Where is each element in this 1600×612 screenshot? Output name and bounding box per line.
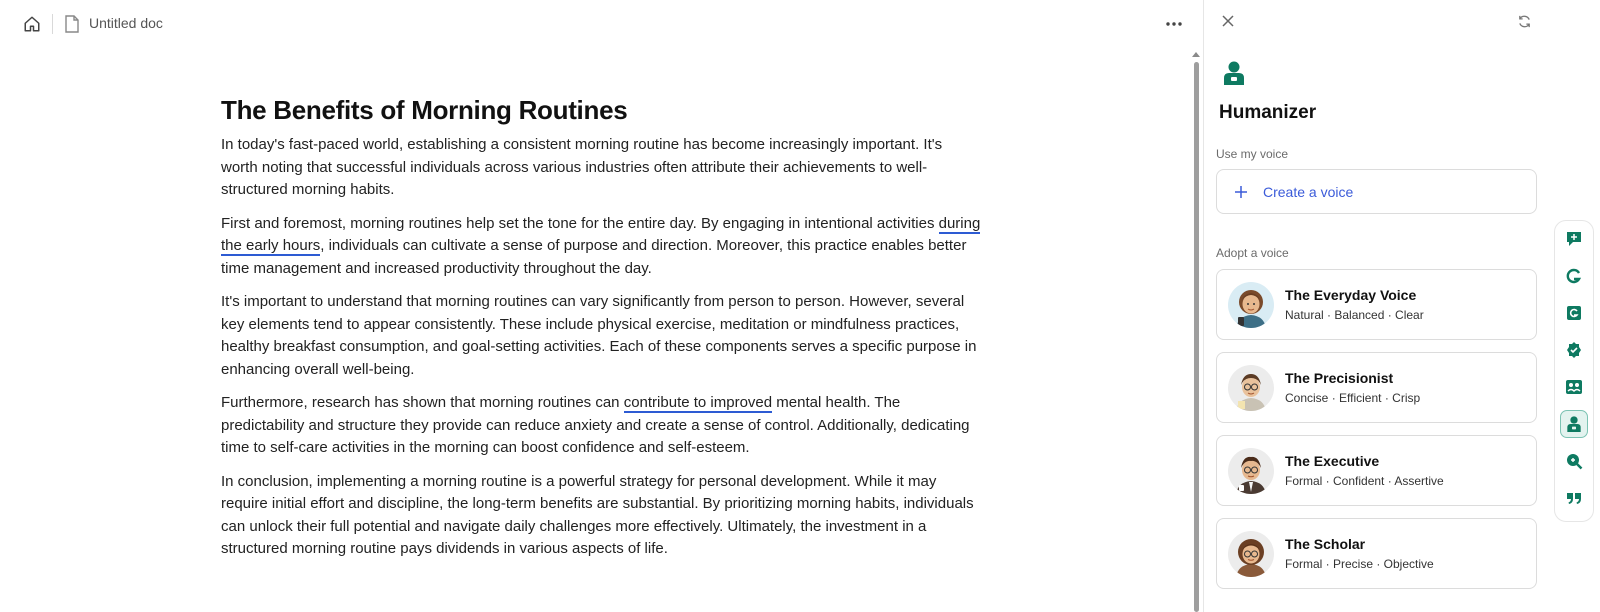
create-voice-label: Create a voice (1263, 183, 1354, 200)
top-bar (0, 0, 1190, 46)
voice-tags: Formal · Confident · Assertive (1285, 474, 1444, 488)
humanizer-tool-icon[interactable] (1560, 410, 1588, 438)
voice-card-scholar[interactable] (1216, 518, 1537, 589)
avatar (1228, 531, 1274, 577)
scroll-up-arrow[interactable] (1192, 52, 1200, 57)
refresh-icon[interactable] (1515, 12, 1533, 30)
voice-card-precisionist[interactable] (1216, 352, 1537, 423)
avatar (1228, 282, 1274, 328)
paragraph-4-text-b: mental health. The predictability and structure they provide can reduce anxiety and create a sense of control. Additionally, dedicating time to self-care activities in the morning can boost confidence and self-esteem. (221, 394, 970, 456)
tool-rail (1554, 220, 1594, 522)
suggestion-highlight[interactable]: during the early hours (221, 214, 981, 254)
voice-name: The Scholar (1285, 536, 1366, 552)
citations-icon[interactable] (1560, 484, 1588, 512)
use-my-voice-label: Use my voice (1216, 147, 1289, 161)
paragraph-5[interactable]: In conclusion, implementing a morning routine is a powerful strategy for personal development. While it may require initial effort and discipline, the long-term benefits are substantial. By prioritizing morning habits, individuals can unlock their full potential and navigate daily challenges more effectively. Ultimately, the investment in a structured morning routine pays dividends in various aspects of life. (221, 472, 974, 557)
paragraph-2-text-b: , individuals can cultivate a sense of purpose and direction. Moreover, this practice enables better time management and increased productivity throughout the day. (221, 237, 967, 277)
more-horizontal-icon[interactable] (1163, 14, 1185, 34)
create-voice-button[interactable] (1216, 169, 1537, 214)
ai-chat-icon[interactable] (1560, 225, 1588, 253)
document-icon (64, 15, 80, 33)
editor-area[interactable] (0, 46, 1190, 612)
humanizer-icon (1222, 60, 1246, 86)
rewrite-icon[interactable] (1560, 299, 1588, 327)
suggestion-highlight[interactable]: contribute to improved (623, 394, 773, 411)
voice-name: The Executive (1285, 453, 1380, 469)
close-icon[interactable] (1219, 12, 1237, 30)
paragraph-2[interactable] (221, 213, 981, 281)
document-body[interactable] (221, 94, 981, 572)
proofread-icon[interactable] (1560, 336, 1588, 364)
ai-detector-icon[interactable] (1560, 447, 1588, 475)
voice-tags: Formal · Precise · Objective (1285, 557, 1434, 571)
panel-title: Humanizer (1219, 102, 1317, 123)
voice-tags: Concise · Efficient · Crisp (1285, 391, 1421, 405)
paragraph-2-text-a: First and foremost, morning routines help set the tone for the entire day. By engaging in intentional activities (221, 214, 939, 232)
voice-name: The Precisionist (1285, 370, 1394, 386)
paragraph-4[interactable] (221, 392, 981, 460)
divider (52, 14, 53, 34)
scrollbar-thumb[interactable] (1194, 62, 1199, 612)
grammarly-icon[interactable] (1560, 262, 1588, 290)
adopt-voice-label: Adopt a voice (1216, 246, 1289, 260)
paragraph-4-text-a: Furthermore, research has shown that morning routines can (221, 394, 624, 411)
paragraph-3[interactable]: It's important to understand that morning routines can vary significantly from person to person. However, several key elements tend to appear consistently. These include physical exercise, meditation or mindfulness practices, healthy breakfast consumption, and goal-setting activities. Each of these components serves a specific purpose in enhancing overall well-being. (221, 293, 977, 378)
voice-card-executive[interactable] (1216, 435, 1537, 506)
paragraph-1[interactable]: In today's fast-paced world, establishing a consistent morning routine has become increasingly important. It's worth noting that successful individuals across various industries often attribute their achievements to well-structured morning habits. (221, 136, 943, 198)
home-icon[interactable] (22, 14, 42, 34)
avatar (1228, 365, 1274, 411)
avatar (1228, 448, 1274, 494)
audience-icon[interactable] (1560, 373, 1588, 401)
plus-icon (1233, 184, 1249, 200)
humanizer-panel (1203, 0, 1547, 612)
document-heading[interactable]: The Benefits of Morning Routines (221, 95, 628, 125)
doc-title[interactable]: Untitled doc (89, 15, 163, 31)
voice-tags: Natural · Balanced · Clear (1285, 308, 1424, 322)
voice-name: The Everyday Voice (1285, 287, 1417, 303)
voice-card-everyday[interactable] (1216, 269, 1537, 340)
